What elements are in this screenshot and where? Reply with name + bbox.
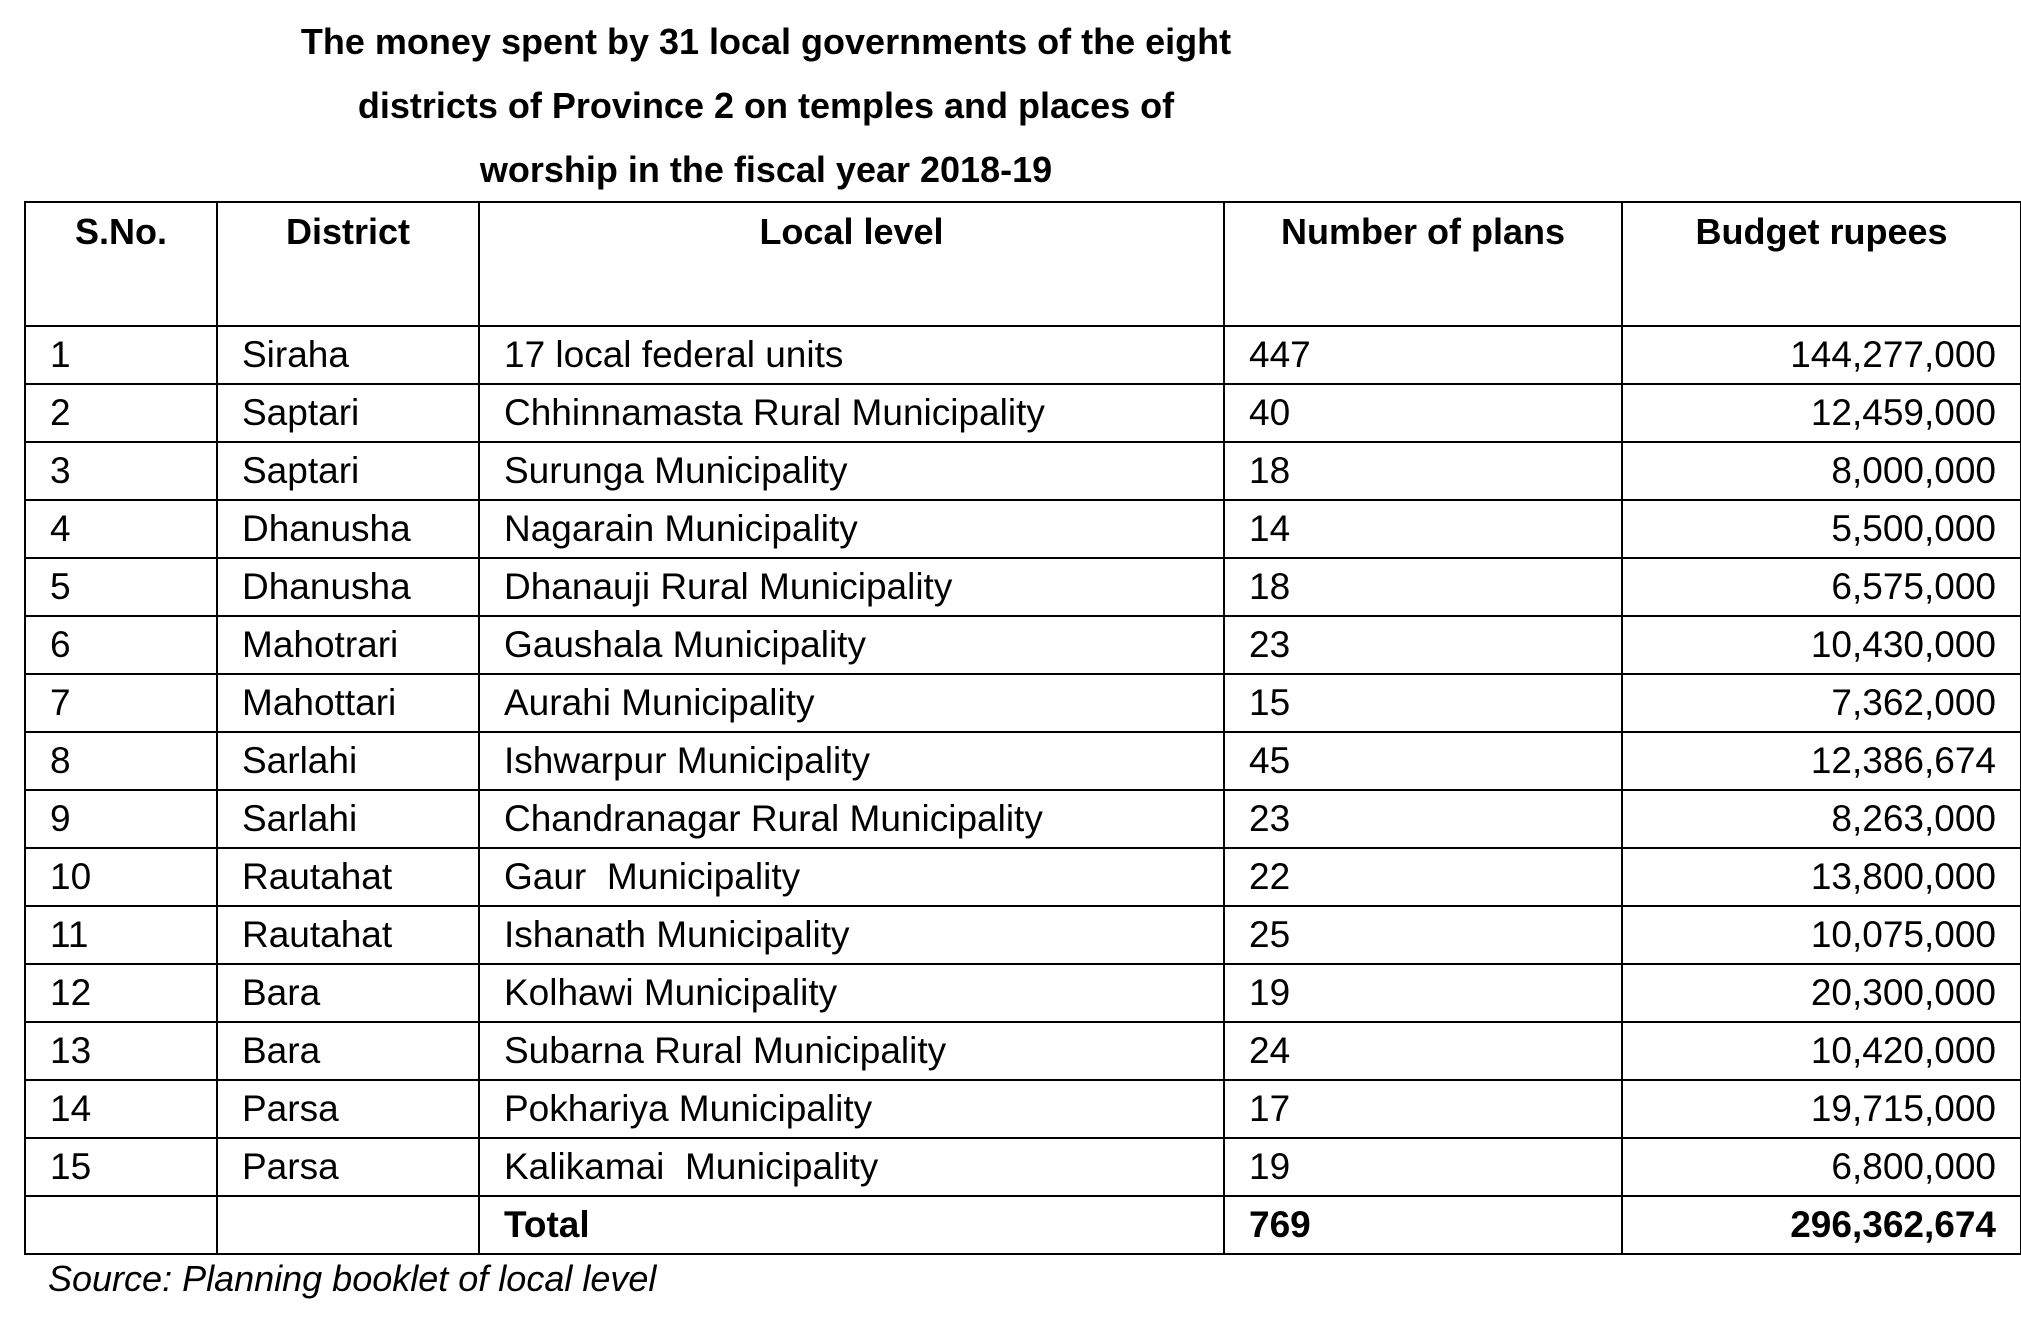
local-level-cell: Kalikamai Municipality	[479, 1138, 1224, 1196]
local-level-cell: Dhanauji Rural Municipality	[479, 558, 1224, 616]
title-line-3: worship in the fiscal year 2018-19	[479, 149, 1053, 190]
sno-cell: 5	[25, 558, 217, 616]
plans-cell: 18	[1224, 558, 1622, 616]
total-label: Total	[479, 1196, 1224, 1254]
sno-cell: 3	[25, 442, 217, 500]
budget-cell: 20,300,000	[1622, 964, 2021, 1022]
plans-cell: 23	[1224, 616, 1622, 674]
sno-cell: 13	[25, 1022, 217, 1080]
budget-cell: 10,075,000	[1622, 906, 2021, 964]
local-level-cell: Pokhariya Municipality	[479, 1080, 1224, 1138]
plans-cell: 19	[1224, 1138, 1622, 1196]
budget-cell: 19,715,000	[1622, 1080, 2021, 1138]
plans-cell: 25	[1224, 906, 1622, 964]
district-cell: Saptari	[217, 384, 479, 442]
table-row	[25, 848, 2021, 906]
district-cell: Dhanusha	[217, 500, 479, 558]
sno-cell: 7	[25, 674, 217, 732]
local-level-cell: Gaur Municipality	[479, 848, 1224, 906]
budget-cell: 8,263,000	[1622, 790, 2021, 848]
table-header-row	[25, 202, 2021, 326]
local-level-cell: Kolhawi Municipality	[479, 964, 1224, 1022]
local-level-cell: 17 local federal units	[479, 326, 1224, 384]
district-cell: Sarlahi	[217, 790, 479, 848]
district-cell: Bara	[217, 964, 479, 1022]
table-row	[25, 1022, 2021, 1080]
plans-cell: 15	[1224, 674, 1622, 732]
budget-cell: 144,277,000	[1622, 326, 2021, 384]
table-row	[25, 326, 2021, 384]
table-row	[25, 500, 2021, 558]
district-cell: Sarlahi	[217, 732, 479, 790]
title-line-2: districts of Province 2 on temples and places of	[357, 85, 1175, 126]
table-row	[25, 384, 2021, 442]
district-cell: Parsa	[217, 1138, 479, 1196]
local-level-cell: Chhinnamasta Rural Municipality	[479, 384, 1224, 442]
sno-cell: 14	[25, 1080, 217, 1138]
local-level-cell: Chandranagar Rural Municipality	[479, 790, 1224, 848]
sno-cell: 11	[25, 906, 217, 964]
district-cell: Mahottari	[217, 674, 479, 732]
sno-cell: 8	[25, 732, 217, 790]
district-cell: Dhanusha	[217, 558, 479, 616]
plans-cell: 24	[1224, 1022, 1622, 1080]
table-row	[25, 1080, 2021, 1138]
plans-cell: 23	[1224, 790, 1622, 848]
district-cell: Siraha	[217, 326, 479, 384]
header-sno: S.No.	[25, 202, 217, 326]
header-district: District	[217, 202, 479, 326]
sno-cell: 9	[25, 790, 217, 848]
budget-cell: 12,386,674	[1622, 732, 2021, 790]
plans-cell: 17	[1224, 1080, 1622, 1138]
plans-cell: 18	[1224, 442, 1622, 500]
local-level-cell: Surunga Municipality	[479, 442, 1224, 500]
total-row	[25, 1196, 2021, 1254]
total-empty-district	[217, 1196, 479, 1254]
local-level-cell: Nagarain Municipality	[479, 500, 1224, 558]
header-number-of-plans: Number of plans	[1224, 202, 1622, 326]
local-level-cell: Subarna Rural Municipality	[479, 1022, 1224, 1080]
sno-cell: 4	[25, 500, 217, 558]
total-empty-sno	[25, 1196, 217, 1254]
budget-table	[24, 201, 2021, 1255]
district-cell: Rautahat	[217, 848, 479, 906]
sno-cell: 6	[25, 616, 217, 674]
table-row	[25, 616, 2021, 674]
budget-cell: 6,800,000	[1622, 1138, 2021, 1196]
local-level-cell: Aurahi Municipality	[479, 674, 1224, 732]
budget-cell: 10,420,000	[1622, 1022, 2021, 1080]
local-level-cell: Ishwarpur Municipality	[479, 732, 1224, 790]
budget-cell: 13,800,000	[1622, 848, 2021, 906]
budget-cell: 6,575,000	[1622, 558, 2021, 616]
budget-cell: 10,430,000	[1622, 616, 2021, 674]
table-row	[25, 558, 2021, 616]
budget-cell: 7,362,000	[1622, 674, 2021, 732]
table-body	[25, 326, 2021, 1254]
plans-cell: 14	[1224, 500, 1622, 558]
local-level-cell: Gaushala Municipality	[479, 616, 1224, 674]
district-cell: Mahotrari	[217, 616, 479, 674]
sno-cell: 15	[25, 1138, 217, 1196]
table-row	[25, 790, 2021, 848]
header-local-level: Local level	[479, 202, 1224, 326]
table-row	[25, 906, 2021, 964]
total-plans: 769	[1224, 1196, 1622, 1254]
plans-cell: 22	[1224, 848, 1622, 906]
sno-cell: 2	[25, 384, 217, 442]
table-row	[25, 674, 2021, 732]
district-cell: Rautahat	[217, 906, 479, 964]
title-line-1: The money spent by 31 local governments of the eight	[300, 21, 1232, 62]
table-row	[25, 964, 2021, 1022]
sno-cell: 1	[25, 326, 217, 384]
district-cell: Saptari	[217, 442, 479, 500]
plans-cell: 19	[1224, 964, 1622, 1022]
table-row	[25, 732, 2021, 790]
local-level-cell: Ishanath Municipality	[479, 906, 1224, 964]
source-note: Source: Planning booklet of local level	[48, 1258, 657, 1299]
budget-cell: 12,459,000	[1622, 384, 2021, 442]
sno-cell: 10	[25, 848, 217, 906]
table-row	[25, 442, 2021, 500]
budget-cell: 8,000,000	[1622, 442, 2021, 500]
page-title	[0, 10, 1532, 202]
plans-cell: 45	[1224, 732, 1622, 790]
header-budget-rupees: Budget rupees	[1622, 202, 2021, 326]
sno-cell: 12	[25, 964, 217, 1022]
plans-cell: 447	[1224, 326, 1622, 384]
district-cell: Parsa	[217, 1080, 479, 1138]
table-row	[25, 1138, 2021, 1196]
budget-cell: 5,500,000	[1622, 500, 2021, 558]
total-budget: 296,362,674	[1622, 1196, 2021, 1254]
district-cell: Bara	[217, 1022, 479, 1080]
plans-cell: 40	[1224, 384, 1622, 442]
